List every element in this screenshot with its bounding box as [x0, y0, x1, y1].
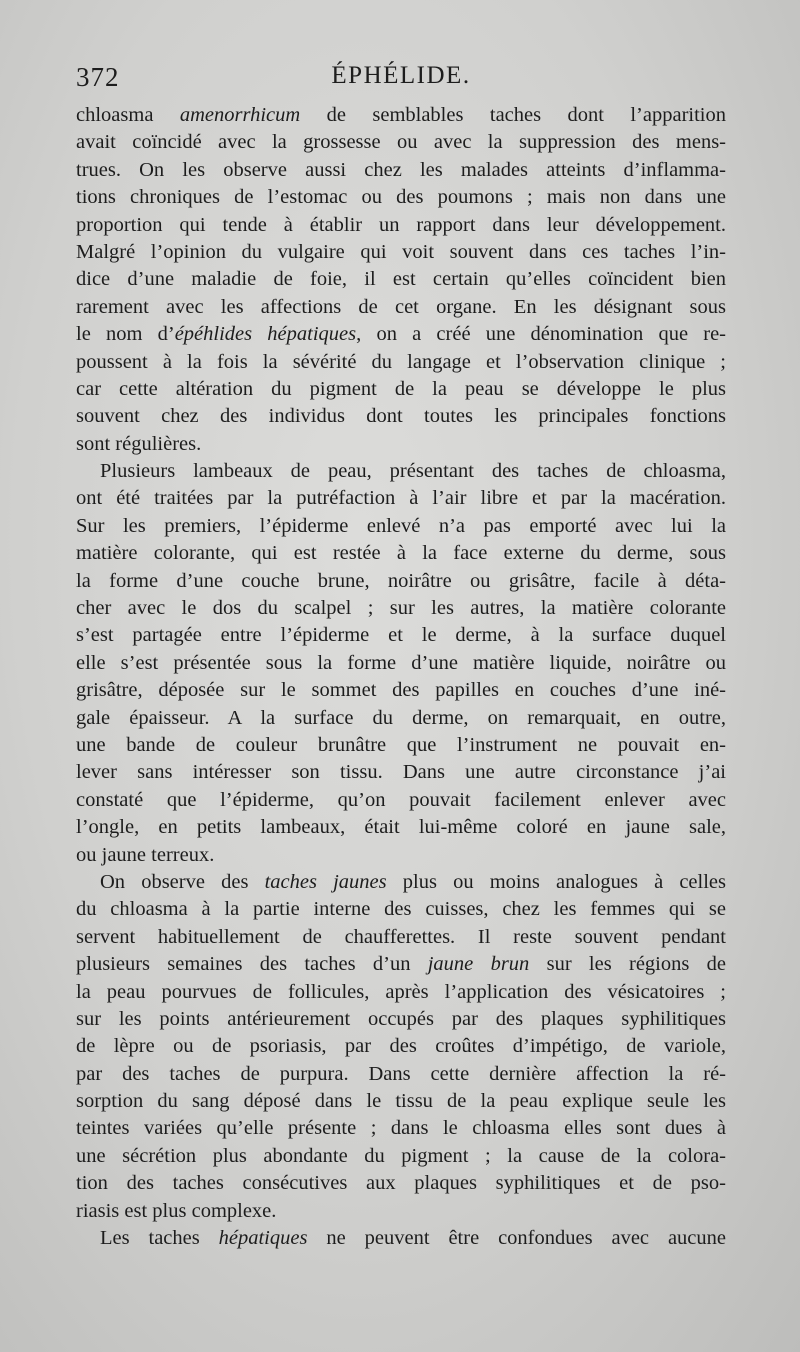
text-segment: de semblables taches dont l’apparition	[300, 104, 726, 126]
text-segment: sont régulières.	[76, 432, 202, 455]
text-line	[76, 1061, 726, 1088]
text-line	[76, 650, 726, 677]
text-segment: plus ou moins analogues à celles	[386, 870, 726, 893]
running-title: ÉPHÉLIDE.	[331, 62, 471, 89]
text-line	[76, 705, 726, 732]
text-segment: ou jaune terreux.	[76, 843, 215, 866]
text-line	[76, 239, 726, 266]
text-line	[76, 595, 726, 622]
text-segment: une bande de couleur brunâtre que l’instrument ne pouvait en-	[76, 733, 726, 756]
text-line	[76, 787, 726, 814]
text-line	[76, 294, 726, 321]
text-line	[76, 349, 726, 376]
text-line	[76, 924, 726, 951]
text-segment: trues. On les observe aussi chez les malades atteints d’inflamma-	[76, 158, 726, 181]
text-segment: riasis est plus complexe.	[76, 1199, 277, 1222]
italic-text: épéhlides hépatiques	[174, 323, 357, 346]
text-segment: tion des taches consécutives aux plaques syphilitiques et de pso-	[76, 1172, 726, 1195]
text-line	[76, 212, 726, 239]
text-segment: car cette altération du pigment de la peau se développe le plus	[76, 377, 726, 400]
page-number: 372	[76, 62, 120, 92]
text-segment: servent habituellement de chaufferettes. Il reste souvent pendant	[76, 925, 726, 948]
text-line	[76, 622, 726, 649]
text-segment: Sur les premiers, l’épiderme enlevé n’a pas emporté avec lui la	[76, 514, 726, 537]
text-segment: cher avec le dos du scalpel ; sur les autres, la matière colorante	[76, 597, 726, 620]
text-line	[76, 266, 726, 293]
text-segment: poussent à la fois la sévérité du langage et l’observation clinique ;	[76, 350, 726, 373]
text-line	[76, 376, 726, 403]
text-line	[76, 979, 726, 1006]
text-segment: Plusieurs lambeaux de peau, présentant des taches de chloasma,	[100, 460, 726, 483]
text-segment: chloasma	[76, 104, 180, 126]
text-segment: souvent chez des individus dont toutes les principales fonctions	[76, 405, 726, 428]
text-line	[76, 814, 726, 841]
text-segment: par des taches de purpura. Dans cette dernière affection la ré-	[76, 1062, 726, 1085]
text-segment: la peau pourvues de follicules, après l’application des vésicatoires ;	[76, 980, 726, 1003]
text-segment: le nom d’	[76, 323, 175, 346]
text-line	[76, 157, 726, 184]
text-segment: de lèpre ou de psoriasis, par des croûtes d’impétigo, de variole,	[76, 1035, 726, 1058]
text-line	[76, 321, 726, 348]
text-line	[76, 1143, 726, 1170]
text-segment: matière colorante, qui est restée à la face externe du derme, sous	[76, 542, 726, 565]
italic-text: jaune brun	[427, 953, 530, 976]
text-segment: proportion qui tende à établir un rapport dans leur développement.	[76, 213, 726, 236]
text-segment: constaté que l’épiderme, qu’on pouvait facilement enlever avec	[76, 788, 726, 811]
text-line	[76, 513, 726, 540]
text-line	[76, 431, 726, 458]
text-segment: Malgré l’opinion du vulgaire qui voit souvent dans ces taches l’in-	[76, 240, 726, 263]
page-header	[76, 62, 726, 102]
text-segment: ne peuvent être confondues avec aucune	[307, 1227, 726, 1250]
text-segment: du chloasma à la partie interne des cuisses, chez les femmes qui se	[76, 898, 726, 921]
text-line	[76, 732, 726, 759]
text-line	[76, 1006, 726, 1033]
text-line	[76, 485, 726, 512]
text-line	[76, 403, 726, 430]
text-segment: , on a créé une dénomination que re-	[356, 323, 727, 346]
text-line	[76, 896, 726, 923]
text-segment: teintes variées qu’elle présente ; dans le chloasma elles sont dues à	[76, 1117, 726, 1140]
italic-text: amenorrhicum	[179, 104, 301, 126]
text-line	[76, 1198, 726, 1225]
text-line	[76, 1115, 726, 1142]
text-segment: une sécrétion plus abondante du pigment ; la cause de la colora-	[76, 1144, 726, 1167]
text-segment: sorption du sang déposé dans le tissu de la peau explique seule les	[76, 1090, 726, 1113]
text-line	[76, 677, 726, 704]
text-segment: sur les points antérieurement occupés par des plaques syphilitiques	[76, 1007, 726, 1030]
text-line	[76, 184, 726, 211]
text-line	[76, 458, 726, 485]
text-line	[76, 759, 726, 786]
text-line	[76, 1170, 726, 1197]
text-segment: avait coïncidé avec la grossesse ou avec la suppression des mens-	[76, 131, 726, 154]
text-segment: rarement avec les affections de cet organe. En les désignant sous	[76, 295, 726, 318]
text-line	[76, 842, 726, 869]
text-segment: grisâtre, déposée sur le sommet des papilles en couches d’une iné-	[76, 679, 726, 702]
text-line	[76, 540, 726, 567]
text-line	[76, 1088, 726, 1115]
text-line	[76, 869, 726, 896]
text-line	[76, 1033, 726, 1060]
body-text	[76, 102, 726, 1252]
text-line	[76, 1225, 726, 1252]
italic-text: hépatiques	[218, 1227, 308, 1250]
text-segment: gale épaisseur. A la surface du derme, on remarquait, en outre,	[76, 706, 726, 729]
text-line	[76, 129, 726, 156]
text-line	[76, 568, 726, 595]
text-segment: elle s’est présentée sous la forme d’une matière liquide, noirâtre ou	[76, 651, 726, 674]
text-segment: dice d’une maladie de foie, il est certain qu’elles coïncident bien	[76, 268, 726, 291]
text-segment: On observe des	[100, 870, 265, 893]
text-segment: la forme d’une couche brune, noirâtre ou grisâtre, facile à déta-	[76, 569, 726, 592]
text-line	[76, 951, 726, 978]
italic-text: taches jaunes	[264, 870, 387, 893]
text-segment: s’est partagée entre l’épiderme et le derme, à la surface duquel	[76, 624, 726, 647]
text-segment: tions chroniques de l’estomac ou des poumons ; mais non dans une	[76, 186, 726, 209]
text-line	[76, 102, 726, 129]
text-segment: sur les régions de	[529, 953, 726, 976]
text-segment: ont été traitées par la putréfaction à l’air libre et par la macération.	[76, 487, 726, 510]
text-segment: Les taches	[100, 1227, 219, 1250]
text-segment: l’ongle, en petits lambeaux, était lui-même coloré en jaune sale,	[76, 816, 726, 839]
text-segment: lever sans intéresser son tissu. Dans une autre circonstance j’ai	[76, 761, 726, 784]
text-segment: plusieurs semaines des taches d’un	[76, 953, 428, 976]
